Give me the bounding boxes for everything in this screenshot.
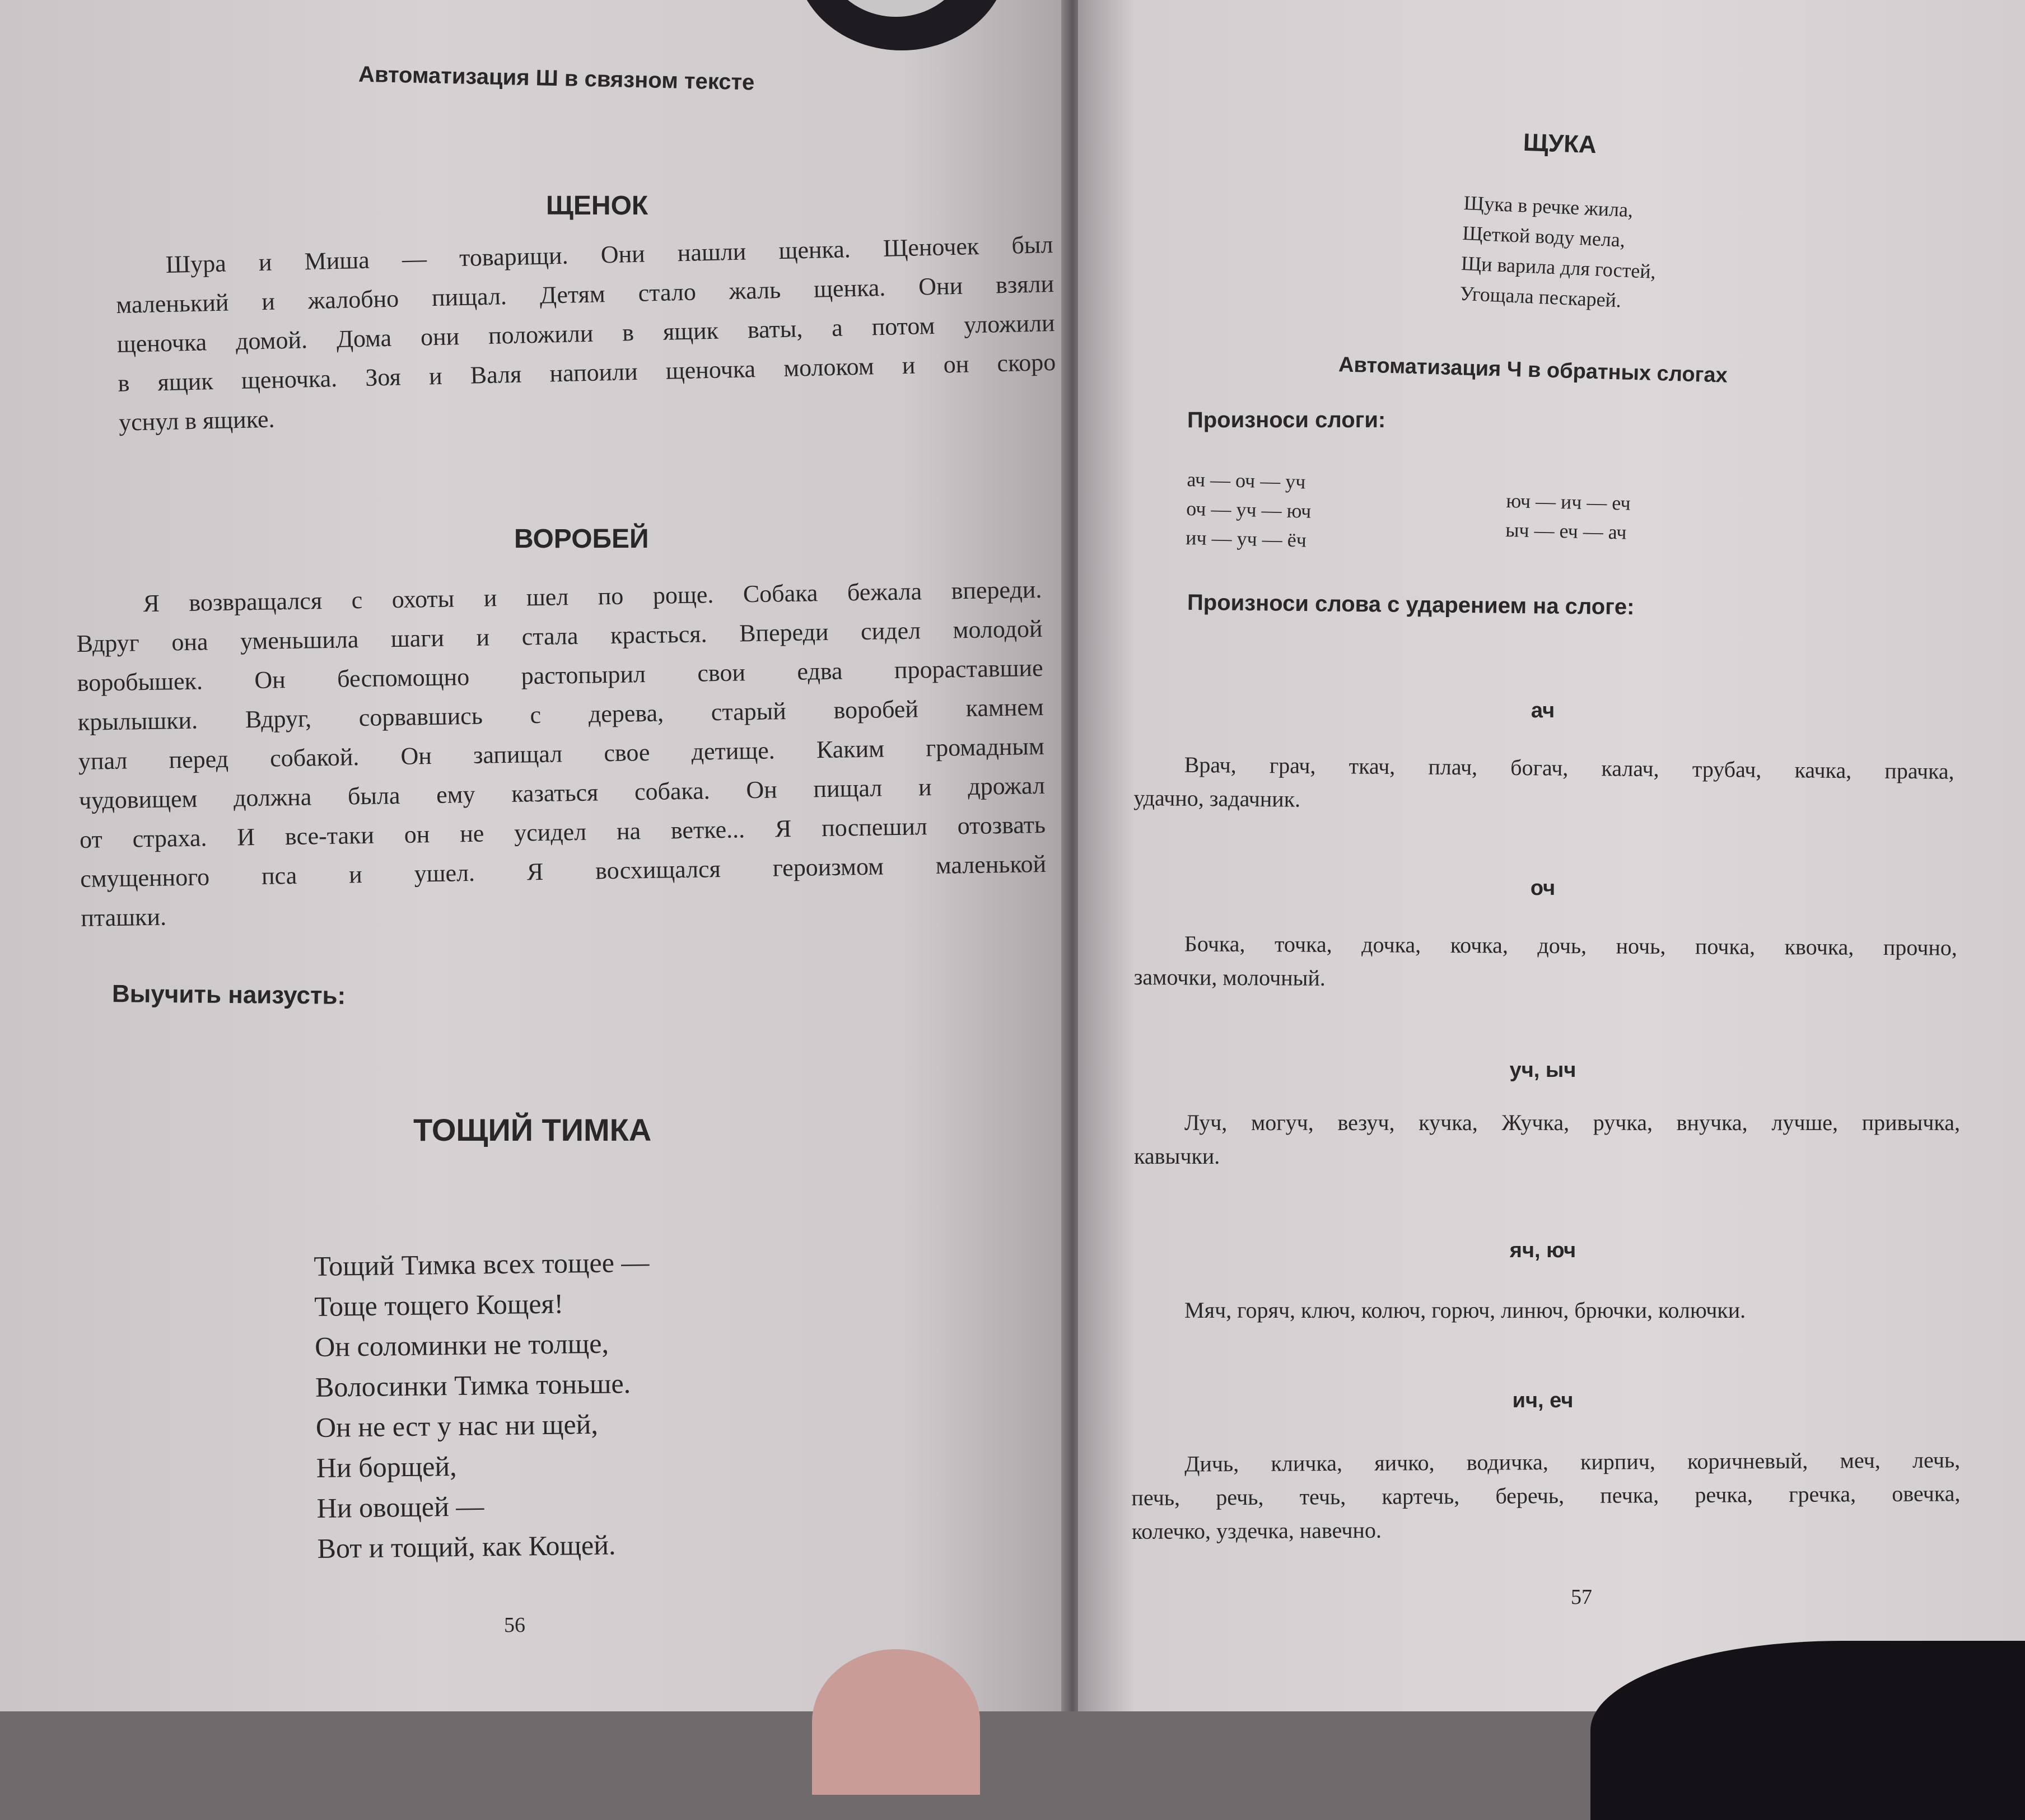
- words-label: Произноси слова с ударением на слоге:: [1187, 590, 1635, 620]
- story-title-vorobey: ВОРОБЕЙ: [514, 524, 649, 554]
- poem-line: Тощий Тимка всех тощее —: [314, 1246, 650, 1282]
- poem-line: Ни овощей —: [316, 1490, 484, 1524]
- poem-title-shchuka: ЩУКА: [1523, 128, 1597, 159]
- word-line: Дичь, кличка, яичко, водичка, кирпич, коричневый, меч, лечь,: [1184, 1447, 1961, 1477]
- text-line: Вдруг она уменьшила шаги и стала красться. Впереди сидел молодой: [76, 614, 1043, 657]
- story-text-shchenok: [115, 225, 1057, 442]
- group-heading: уч, ыч: [1509, 1058, 1576, 1082]
- text-line: пташки.: [80, 903, 167, 932]
- group-heading: ач: [1531, 699, 1555, 722]
- word-list: [1133, 927, 1957, 998]
- poem-line: Он не ест у нас ни щей,: [315, 1408, 599, 1443]
- syllable-row: ыч — еч — ач: [1505, 518, 1627, 544]
- group-heading: оч: [1530, 876, 1556, 900]
- group-heading: ич, еч: [1512, 1389, 1574, 1412]
- group-heading: яч, юч: [1509, 1239, 1576, 1262]
- poem-line: Щеткой воду мела,: [1462, 221, 1626, 251]
- text-line: щеночка домой. Дома они положили в ящик ваты, а потом уложили: [116, 309, 1056, 358]
- word-list: [1133, 748, 1954, 822]
- syllable-row: ич — уч — ёч: [1185, 526, 1307, 552]
- text-line: чудовищем должна была ему казаться собака. Он пищал и дрожал: [78, 771, 1046, 814]
- story-text-vorobey: [76, 570, 1047, 938]
- word-line: колечко, уздечка, навечно.: [1131, 1517, 1382, 1544]
- poem-title-timka: ТОЩИЙ ТИМКА: [413, 1112, 652, 1147]
- syllables-left: [1186, 465, 1312, 555]
- word-line: удачно, задачник.: [1133, 785, 1301, 812]
- poem-line: Угощала пескарей.: [1459, 282, 1622, 312]
- syllable-row: ач — оч — уч: [1187, 468, 1306, 493]
- text-line: смущенного пса и ушел. Я восхищался героизмом маленькой: [80, 850, 1047, 893]
- text-line: крылышки. Вдруг, сорвавшись с дерева, старый воробей камнем: [77, 693, 1044, 736]
- left-page: [0, 0, 1067, 1711]
- text-line: Я возвращался с охоты и шел по роще. Собака бежала впереди.: [143, 575, 1042, 618]
- poem-line: Вот и тощий, как Кощей.: [317, 1529, 616, 1564]
- text-line: маленький и жалобно пищал. Детям стало жаль щенка. Они взяли: [115, 269, 1055, 319]
- word-line: кавычки.: [1134, 1144, 1220, 1169]
- poem-line: Щи варила для гостей,: [1461, 251, 1657, 283]
- text-line: упал перед собакой. Он запищал свое детище. Каким громадным: [78, 732, 1045, 775]
- poem-line: Он соломинки не толще,: [314, 1327, 609, 1362]
- word-line: Бочка, точка, дочка, кочка, дочь, ночь, почка, квочка, прочно,: [1184, 931, 1957, 960]
- word-line: Мяч, горяч, ключ, колюч, горюч, линюч, брючки, колючки.: [1184, 1298, 1746, 1323]
- word-list: [1131, 1443, 1961, 1548]
- page-number-right: 57: [1571, 1585, 1592, 1609]
- fingertip: [812, 1649, 980, 1795]
- word-line: замочки, молочный.: [1133, 964, 1326, 991]
- word-line: печь, речь, течь, картечь, беречь, печка, речка, гречка, овечка,: [1131, 1481, 1961, 1510]
- syllable-row: оч — уч — юч: [1186, 497, 1312, 522]
- text-line: от страха. И все-таки он не усидел на ветке... Я поспешил отозвать: [79, 810, 1046, 853]
- running-header: Автоматизация Ш в связном тексте: [358, 62, 755, 95]
- poem-line: Щука в речке жила,: [1463, 191, 1634, 222]
- poem-line: Ни борщей,: [316, 1450, 457, 1483]
- syllable-row: юч — ич — еч: [1506, 489, 1631, 515]
- word-list: [1184, 1294, 1746, 1327]
- learn-by-heart-label: Выучить наизусть:: [111, 980, 346, 1010]
- poem-timka: [314, 1242, 653, 1569]
- word-line: Врач, грач, ткач, плач, богач, калач, трубач, качка, прачка,: [1184, 752, 1954, 784]
- text-line: Шура и Миша — товарищи. Они нашли щенка. Щеночек был: [165, 230, 1053, 278]
- page-number-left: 56: [504, 1613, 525, 1637]
- poem-shchuka: [1459, 188, 1659, 317]
- text-line: в ящик щеночка. Зоя и Валя напоили щеночка молоком и он скоро: [117, 348, 1056, 397]
- poem-line: Тоще тощего Кощея!: [314, 1287, 564, 1322]
- word-list: [1134, 1106, 1960, 1173]
- text-line: уснул в ящике.: [118, 405, 275, 436]
- story-title-shchenok: ЩЕНОК: [546, 191, 648, 221]
- text-line: воробышек. Он беспомощно растопырил свои едва прораставшие: [77, 654, 1043, 697]
- poem-line: Волосинки Тимка тоньше.: [315, 1368, 631, 1403]
- syllables-right: [1505, 486, 1631, 547]
- word-line: Луч, могуч, везуч, кучка, Жучка, ручка, внучка, лучше, привычка,: [1184, 1110, 1960, 1135]
- syllables-label: Произноси слоги:: [1187, 408, 1386, 432]
- section-header: Автоматизация Ч в обратных слогах: [1338, 353, 1728, 388]
- right-page: [1078, 0, 2025, 1711]
